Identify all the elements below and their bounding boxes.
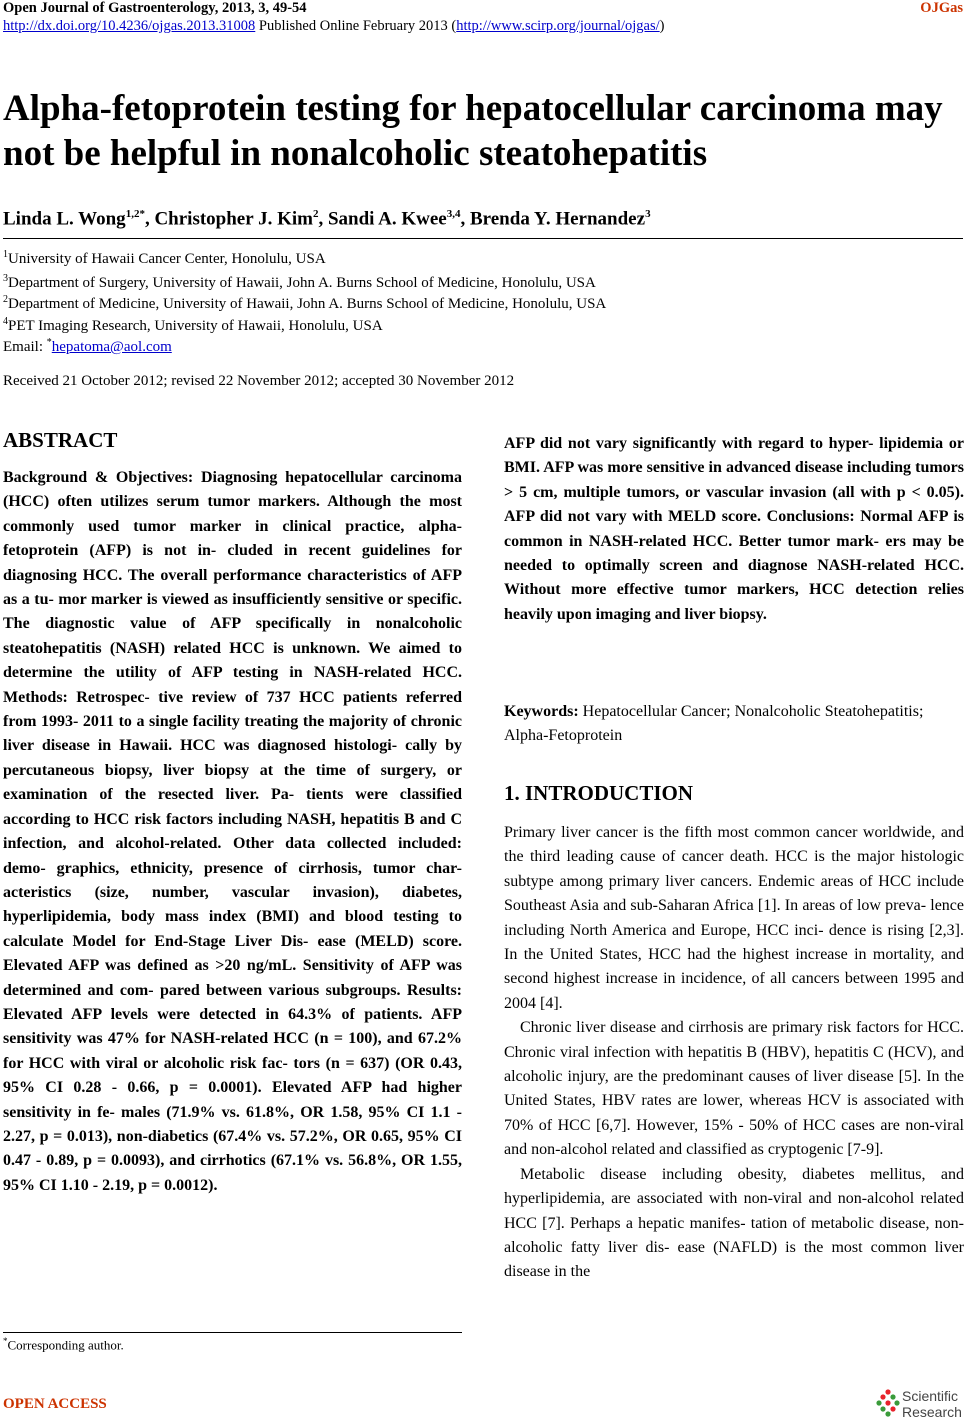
publication-line <box>3 18 664 35</box>
affiliation: $^1$University of Hawaii Cancer Center, Honolulu, USA <box>3 249 326 267</box>
abstract-heading: ABSTRACT <box>3 428 118 452</box>
keywords <box>504 700 964 749</box>
affiliation: $^3$Department of Surgery, University of Hawaii, John A. Burns School of Medicine, Honolulu, USA <box>3 273 596 291</box>
introduction-heading: 1. INTRODUCTION <box>504 781 694 805</box>
logo-text: Scientific Research <box>902 1388 962 1420</box>
close-paren: ) <box>659 18 665 34</box>
author-affil-sup: 2 <box>312 208 319 220</box>
author-name: Sandi A. Kwee <box>327 208 447 230</box>
published-text: Published Online February 2013 ( <box>255 18 457 34</box>
journal-abbrev: OJGas <box>920 0 963 16</box>
journal-citation: Open Journal of Gastroenterology, 2013, 3, 49-54 <box>3 0 307 16</box>
affiliation: $^2$Department of Medicine, University of Hawaii, John A. Burns School of Medicine, Honolulu, USA <box>3 294 607 312</box>
scientific-research-logo-icon <box>876 1388 900 1418</box>
header-divider <box>3 238 963 239</box>
author-name: Linda L. Wong <box>3 208 126 230</box>
publisher-logo <box>876 1388 966 1422</box>
paragraph: Metabolic disease including obesity, diabetes mellitus, and hyperlipidemia, are associated with non-viral and non-alcohol related HCC [7]. Perhaps a hepatic manifes- tation of metabolic disease, non-alcoholic fatty liver dis- ease (NAFLD) is the most common liver disease in the <box>504 1165 964 1281</box>
abstract-text-right: AFP did not vary significantly with regard to hyper- lipidemia or BMI. AFP was more sensitive in advanced disease including tumors > 5 cm, multiple tumors, or vascular invasion (all with p < 0.05). AFP did not vary with MELD score. Conclusions: Normal AFP is common in NASH-related HCC. Better tumor mark- ers may be needed to optimally screen and diagnose NASH-related HCC. Without more effective tumor markers, HCC detection relies heavily upon imaging and liver biopsy. <box>504 435 964 623</box>
keywords-label: Keywords: <box>504 703 579 720</box>
author-affil-sup: 1,2* <box>125 208 145 220</box>
abstract-text-left: Background & Objectives: Diagnosing hepatocellular carcinoma (HCC) often utilizes serum tumor markers. Although the most commonly used tumor marker in clinical practice, alpha-fetoprotein (AFP) is not in- cluded in recent guidelines for diagnosing HCC. The overall performance characteristics of AFP as a tu- mor marker is viewed as insufficiently sensitive or specific. The diagnostic value of AFP specifically in nonalcoholic steatohepatitis (NASH) related HCC is unknown. We aimed to determine the utility of AFP testing in NASH-related HCC. Methods: Retrospec- tive review of 737 HCC patients referred from 1993- 2011 to a single facility treating the majority of chronic liver disease in Hawaii. HCC was diagnosed histologi- cally by percutaneous biopsy, liver biopsy at the time of surgery, or examination of the resected liver. Pa- tients were classified according to HCC risk factors including NASH, hepatitis B and C infection, and alcohol-related. Other data collected included: demo- graphics, ethnicity, presence of cirrhosis, tumor char- acteristics (size, number, vascular invasion), diabetes, hyperlipidemia, body mass index (BMI) and blood testing to calculate Model for End-Stage Liver Dis- ease (MELD) score. Elevated AFP was defined as >20 ng/mL. Sensitivity of AFP was determined and com- pared between various subgroups. Results: Elevated AFP levels were detected in 64.3% of patients. AFP sensitivity was 47% for NASH-related HCC (n = 100), and 67.2% for HCC with viral or alcoholic risk fac- tors (n = 637) (OR 0.43, 95% CI 0.28 - 0.66, p = 0.0001). Elevated AFP had higher sensitivity in fe- males (71.9% vs. 61.8%, OR 1.58, 95% CI 1.1 - 2.27, p = 0.013), non-diabetics (67.4% vs. 57.2%, OR 0.65, 95% CI 0.47 - 0.89, p = 0.0093), and cirrhotics (67.1% vs. 56.8%, OR 1.55, 95% CI 1.10 - 2.19, p = 0.0012). <box>3 469 462 1194</box>
received-dates: Received 21 October 2012; revised 22 November 2012; accepted 30 November 2012 <box>3 373 515 389</box>
author-name: Christopher J. Kim <box>154 208 313 230</box>
footnote-divider <box>3 1332 462 1333</box>
journal-link[interactable]: http://www.scirp.org/journal/ojgas/ <box>456 18 660 34</box>
paragraph: Chronic liver disease and cirrhosis are primary risk factors for HCC. Chronic viral infection with hepatitis B (HBV), hepatitis C (HCV), and alcoholic injury, are the predominant causes of liver disease [5]. In the United States, HBV rates are lower, whereas HCV is associated with 70% of HCC [6,7]. However, 15% - 50% of HCC cases are non-viral and non-alcohol related and classified as cryptogenic [7-9]. <box>504 1019 964 1159</box>
open-access-label: OPEN ACCESS <box>3 1396 107 1412</box>
author-affil-sup: 3 <box>645 208 651 220</box>
keywords-text: Hepatocellular Cancer; Nonalcoholic Steatohepatitis; Alpha-Fetoprotein <box>504 703 924 745</box>
author-name: Brenda Y. Hernandez <box>469 208 646 230</box>
footnote: *Corresponding author. <box>3 1336 124 1353</box>
author-affil-sup: 3,4 <box>446 208 461 220</box>
affiliation: $^4$PET Imaging Research, University of Hawaii, Honolulu, USA <box>3 316 383 334</box>
email-link[interactable]: hepatoma@aol.com <box>51 339 172 355</box>
doi-link[interactable]: http://dx.doi.org/10.4236/ojgas.2013.31008 <box>3 18 256 34</box>
paragraph: Primary liver cancer is the fifth most common cancer worldwide, and the third leading cause of cancer death. HCC is the major histologic subtype among primary liver cancers. Endemic areas of HCC include Southeast Asia and sub-Saharan Africa [1]. In areas of low preva- lence including North America and Europe, HCC inci- dence is rising [2,3]. In the United States, HCC had the highest increase in mortality, and second highest increase in incidence, of all cancers between 1995 and 2004 [4]. <box>504 824 964 1012</box>
paper-title: Alpha-fetoprotein testing for hepatocellular carcinoma may not be helpful in nonalcoholic steatohepatitis <box>3 88 943 174</box>
introduction-body <box>504 821 964 1285</box>
author-list: Linda L. Wong$^{1,2*}$, Christopher J. Kim$^2$, Sandi A. Kwee$^{3,4}$, Brenda Y. Hernandez$^3$ <box>3 208 651 230</box>
email-line: Email: *hepatoma@aol.com <box>3 337 172 355</box>
